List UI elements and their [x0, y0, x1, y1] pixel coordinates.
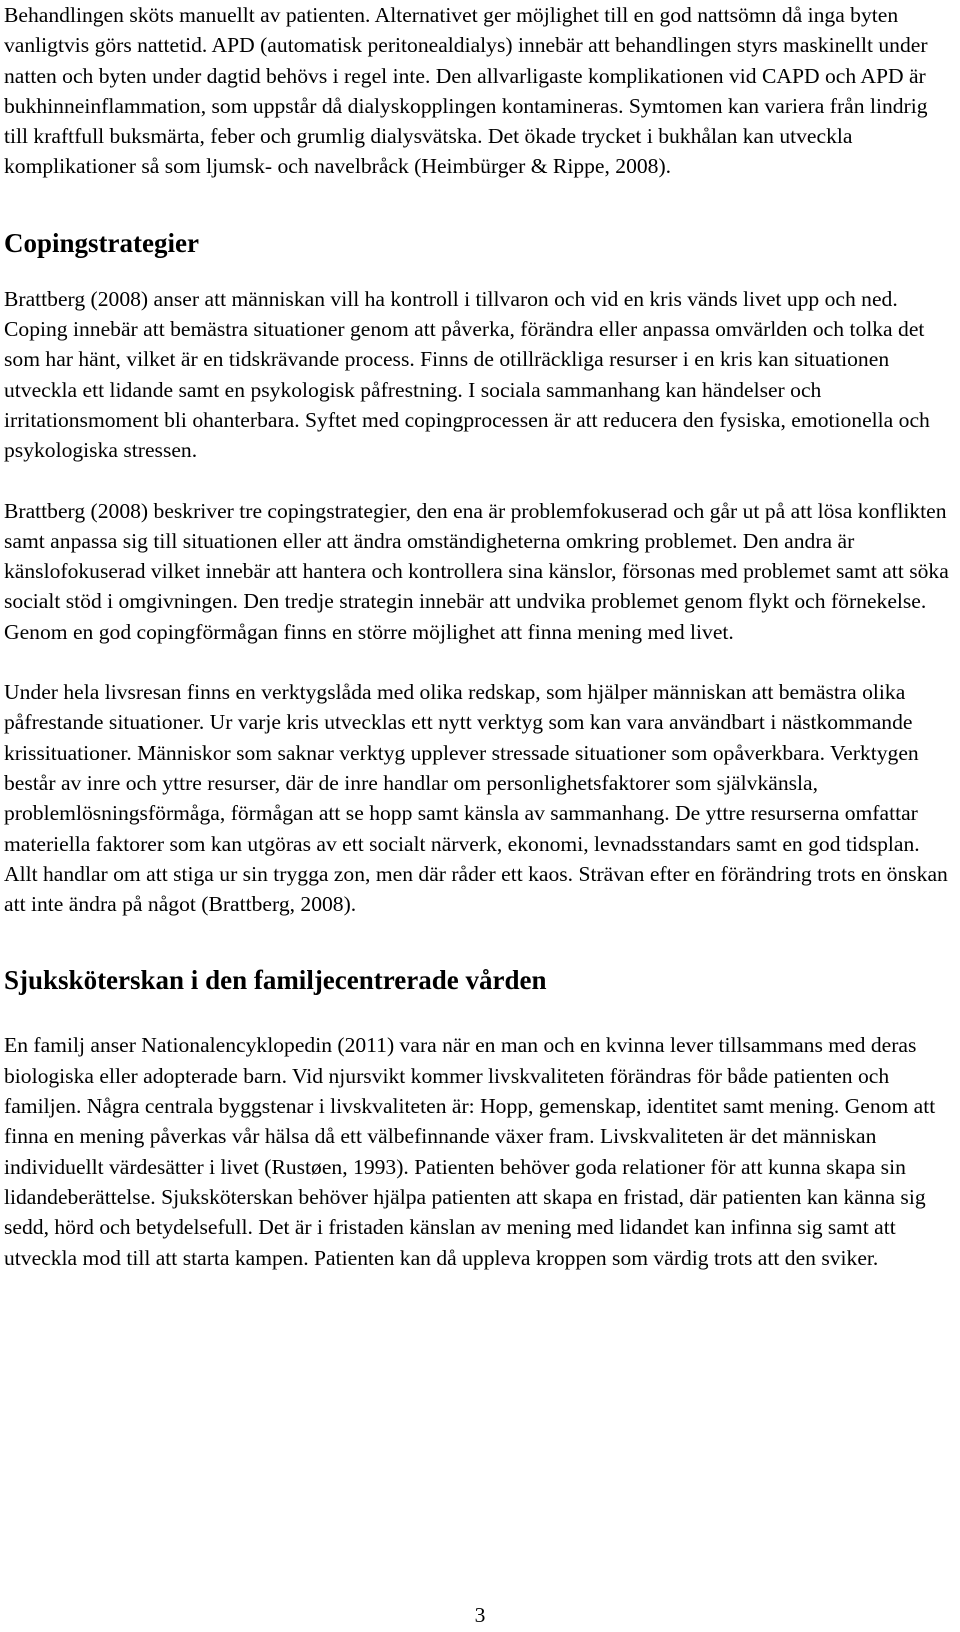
body-paragraph-dialysis: Behandlingen sköts manuellt av patienten. Alternativet ger möjlighet till en god nattsömn då inga byten vanligtvis görs nattetid. APD (automatisk peritonealdialys) innebär att behandlingen styrs maskinellt under natten och byten under dagtid behövs i regel inte. Den allvarligaste komplikationen vid CAPD och APD är bukhinneinflammation, som uppstår då dialyskopplingen kontamineras. Symtomen kan variera från lindrig till kraftfull buksmärta, feber och grumlig dialysvätska. Det ökade trycket i bukhålan kan utveckla komplikationer så som ljumsk- och navelbråck (Heimbürger & Rippe, 2008). — [4, 3, 928, 179]
body-paragraph-three-strategies: Brattberg (2008) beskriver tre copingstrategier, den ena är problemfokuserad och går ut på att lösa konflikten samt anpassa sig till situationen eller att ändra omständigheterna omkring problemet. Den andra är känslofokuserad vilket innebär att hantera och kontrollera sina känslor, försonas med problemet samt att söka socialt stöd i omgivningen. Den tredje strategin innebär att undvika problemet genom flykt och förnekelse. Genom en god copingförmågan finns en större möjlighet att finna mening med livet. — [4, 498, 949, 644]
section-heading-copingstrategier: Copingstrategier — [4, 227, 199, 258]
body-paragraph-toolbox: Under hela livsresan finns en verktygslåda med olika redskap, som hjälper människan att bemästra olika påfrestande situationer. Ur varje kris utvecklas ett nytt verktyg som kan vara användbart i nästkommande krissituationer. Människor som saknar verktyg upplever stressade situationer som opåverkbara. Verktygen består av inre och yttre resurser, där de inre handlar om personlighetsfaktorer som självkänsla, problemlösningsförmåga, förmågan att se hopp samt känsla av sammanhang. De yttre resurserna omfattar materiella faktorer som kan utgöras av ett socialt närverk, ekonomi, levnadsstandars samt en god tidsplan. Allt handlar om att stiga ur sin trygga zon, men där råder ett kaos. Strävan efter en förändring trots en önskan att inte ändra på något (Brattberg, 2008). — [4, 680, 948, 917]
page-number: 3 — [474, 1603, 486, 1627]
body-paragraph-family: En familj anser Nationalencyklopedin (2011) vara när en man och en kvinna lever tillsammans med deras biologiska eller adopterade barn. Vid njursvikt kommer livskvaliteten förändras för både patienten och familjen. Några centrala byggstenar i livskvaliteten är: Hopp, gemenskap, identitet samt mening. Genom att finna en mening påverkas vår hälsa då ett välbefinnande växer fram. Livskvaliteten är det människan individuellt värdesätter i livet (Rustøen, 1993). Patienten behöver goda relationer för att kunna skapa sin lidandeberättelse. Sjuksköterskan behöver hjälpa patienten att skapa en fristad, där patienten kan känna sig sedd, hörd och betydelsefull. Det är i fristaden känslan av mening med lidandet kan infinna sig samt att utveckla mod till att starta kampen. Patienten kan då uppleva kroppen som värdig trots att den sviker. — [4, 1033, 936, 1270]
section-heading-family-centered-care: Sjuksköterskan i den familjecentrerade vården — [4, 965, 547, 996]
body-paragraph-coping-definition: Brattberg (2008) anser att människan vill ha kontroll i tillvaron och vid en kris vänds livet upp och ned. Coping innebär att bemästra situationer genom att påverka, förändra eller anpassa omvärlden och tolka det som har hänt, vilket är en tidskrävande process. Finns de otillräckliga resurser i en kris kan situationen utveckla ett lidande samt en psykologisk påfrestning. I sociala sammanhang kan händelser och irritationsmoment bli ohanterbara. Syftet med copingprocessen är att reducera den fysiska, emotionella och psykologiska stressen. — [4, 286, 930, 463]
document-page — [4, 0, 954, 1273]
